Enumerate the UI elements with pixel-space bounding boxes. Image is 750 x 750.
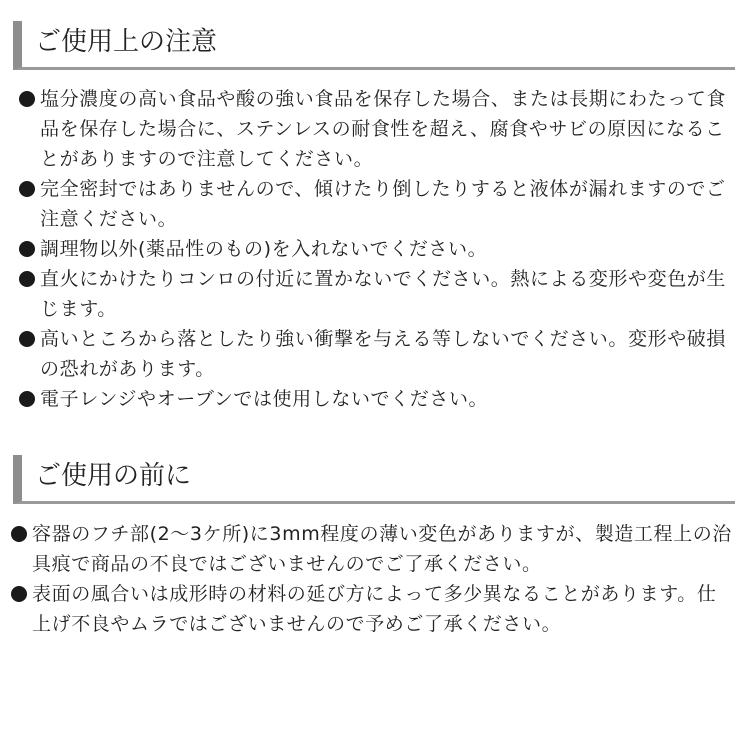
- list-item-text: 直火にかけたりコンロの付近に置かないでください。熱による変形や変色が生じます。: [40, 268, 727, 320]
- section-header-before-use: [13, 455, 735, 504]
- list-item: [10, 579, 735, 639]
- bullet-icon: [19, 241, 35, 257]
- before-use-list: [10, 519, 735, 639]
- list-item: [18, 324, 735, 384]
- section-title: ご使用上の注意: [35, 27, 218, 57]
- list-item-text: 塩分濃度の高い食品や酸の強い食品を保存した場合、または長期にわたって食品を保存した場合に、ステンレスの耐食性を超え、腐食やサビの原因になることがありますので注意してください。: [40, 88, 727, 170]
- section-header-usage-precautions: [13, 21, 735, 70]
- list-item: [18, 84, 735, 174]
- list-item: [18, 384, 735, 414]
- list-item: [18, 234, 735, 264]
- bullet-icon: [11, 586, 27, 602]
- precautions-list: [18, 84, 735, 414]
- bullet-icon: [19, 91, 35, 107]
- list-item: [10, 519, 735, 579]
- bullet-icon: [19, 271, 35, 287]
- list-item: [18, 264, 735, 324]
- list-item-text: 完全密封ではありませんので、傾けたり倒したりすると液体が漏れますのでご注意ください。: [40, 178, 726, 230]
- section-title: ご使用の前に: [35, 461, 192, 491]
- list-item: [18, 174, 735, 234]
- list-item-text: 電子レンジやオーブンでは使用しないでください。: [40, 388, 489, 410]
- list-item-text: 高いところから落としたり強い衝撃を与える等しないでください。変形や破損の恐れがあります。: [40, 328, 727, 380]
- bullet-icon: [11, 526, 27, 542]
- bullet-icon: [19, 391, 35, 407]
- list-item-text: 調理物以外(薬品性のもの)を入れないでください。: [40, 238, 488, 260]
- bullet-icon: [19, 331, 35, 347]
- list-item-text: 表面の風合いは成形時の材料の延び方によって多少異なることがあります。仕上げ不良やムラではございませんので予めご了承ください。: [32, 583, 717, 635]
- list-item-text: 容器のフチ部(2〜3ケ所)に3mm程度の薄い変色がありますが、製造工程上の治具痕で商品の不良ではございませんのでご了承ください。: [32, 523, 732, 575]
- bullet-icon: [19, 181, 35, 197]
